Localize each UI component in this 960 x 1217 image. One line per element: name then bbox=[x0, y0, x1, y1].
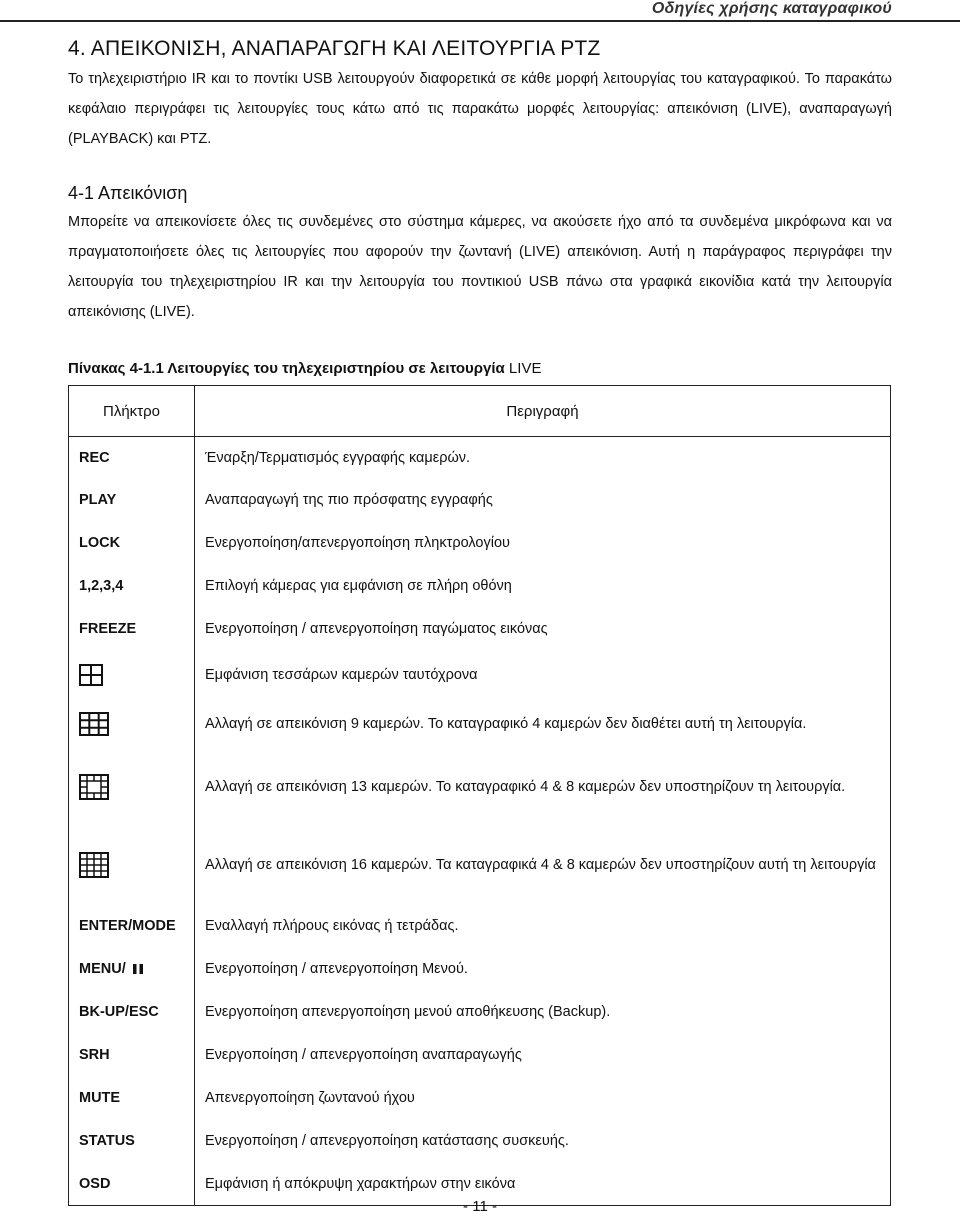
nine-grid-icon bbox=[79, 712, 109, 736]
key-cell: STATUS bbox=[69, 1120, 195, 1163]
key-cell: ENTER/MODE bbox=[69, 905, 195, 948]
description-cell: Αναπαραγωγή της πιο πρόσφατης εγγραφής bbox=[195, 479, 891, 522]
table-row bbox=[69, 651, 891, 699]
table-row bbox=[69, 991, 891, 1034]
table-row bbox=[69, 522, 891, 565]
description-cell: Επιλογή κάμερας για εμφάνιση σε πλήρη οθόνη bbox=[195, 565, 891, 608]
manual-title: Οδηγίες χρήσης καταγραφικού bbox=[651, 0, 892, 17]
table-row bbox=[69, 699, 891, 749]
page-number: - 11 - bbox=[463, 1198, 497, 1215]
header-rule bbox=[0, 20, 960, 22]
description-cell: Εμφάνιση ή απόκρυψη χαρακτήρων στην εικόνα bbox=[195, 1163, 891, 1206]
key-cell bbox=[69, 948, 195, 991]
table-caption-bold: Πίνακας 4-1.1 Λειτουργίες του τηλεχειριστηρίου σε λειτουργία bbox=[68, 360, 505, 377]
key-cell: FREEZE bbox=[69, 608, 195, 651]
description-cell: Απενεργοποίηση ζωντανού ήχου bbox=[195, 1077, 891, 1120]
key-label: MENU/ bbox=[79, 961, 126, 977]
section-text: Μπορείτε να απεικονίσετε όλες τις συνδεμένες στο σύστημα κάμερες, να ακούσετε ήχο από τα συνδεμένα μικρόφωνα και να πραγματοποιήσετε όλες τις λειτουργίες που αφορούν την ζωντανή (LIVE) απεικόνιση. Αυτή η παράγραφος περιγράφει την λειτουργία του τηλεχειριστηρίου IR και την λειτουργία του ποντικιού USB πάνω στα γραφικά εικονίδια κατά την λειτουργία απεικόνισης (LIVE). bbox=[68, 214, 892, 320]
description-cell: Ενεργοποίηση / απενεργοποίηση αναπαραγωγής bbox=[195, 1034, 891, 1077]
description-cell: Αλλαγή σε απεικόνιση 9 καμερών. Το καταγραφικό 4 καμερών δεν διαθέτει αυτή τη λειτουργία. bbox=[195, 699, 891, 749]
description-cell: Έναρξη/Τερματισμός εγγραφής καμερών. bbox=[195, 437, 891, 479]
table-row bbox=[69, 948, 891, 991]
description-cell: Ενεργοποίηση/απενεργοποίηση πληκτρολογίου bbox=[195, 522, 891, 565]
table-caption-rest: LIVE bbox=[504, 360, 542, 377]
key-cell bbox=[69, 825, 195, 905]
key-cell: SRH bbox=[69, 1034, 195, 1077]
table-row bbox=[69, 437, 891, 479]
section-title: 4-1 Απεικόνιση bbox=[68, 183, 188, 203]
quad-grid-icon bbox=[79, 664, 103, 686]
table-row bbox=[69, 749, 891, 825]
table-caption bbox=[68, 360, 541, 377]
table-row bbox=[69, 1034, 891, 1077]
description-cell: Ενεργοποίηση απενεργοποίηση μενού αποθήκευσης (Backup). bbox=[195, 991, 891, 1034]
column-header-key: Πλήκτρο bbox=[69, 386, 195, 437]
description-cell: Αλλαγή σε απεικόνιση 16 καμερών. Τα καταγραφικά 4 & 8 καμερών δεν υποστηρίζουν αυτή τη λειτουργία bbox=[195, 825, 891, 905]
key-cell: REC bbox=[69, 437, 195, 479]
key-cell: BK-UP/ESC bbox=[69, 991, 195, 1034]
key-cell bbox=[69, 749, 195, 825]
table-row bbox=[69, 565, 891, 608]
sixteen-grid-icon bbox=[79, 852, 109, 878]
pause-icon bbox=[132, 963, 144, 975]
description-cell: Εναλλαγή πλήρους εικόνας ή τετράδας. bbox=[195, 905, 891, 948]
thirteen-grid-icon bbox=[79, 774, 109, 800]
table-row bbox=[69, 905, 891, 948]
description-cell: Αλλαγή σε απεικόνιση 13 καμερών. Το καταγραφικό 4 & 8 καμερών δεν υποστηρίζουν τη λειτουργία. bbox=[195, 749, 891, 825]
table-row bbox=[69, 825, 891, 905]
description-cell: Ενεργοποίηση / απενεργοποίηση κατάστασης συσκευής. bbox=[195, 1120, 891, 1163]
key-cell: PLAY bbox=[69, 479, 195, 522]
column-header-description: Περιγραφή bbox=[195, 386, 891, 437]
table-row bbox=[69, 1120, 891, 1163]
key-cell: MUTE bbox=[69, 1077, 195, 1120]
key-cell bbox=[69, 699, 195, 749]
description-cell: Εμφάνιση τεσσάρων καμερών ταυτόχρονα bbox=[195, 651, 891, 699]
chapter-intro: Το τηλεχειριστήριο IR και το ποντίκι USB λειτουργούν διαφορετικά σε κάθε μορφή λειτουργίας του καταγραφικού. Το παρακάτω κεφάλαιο περιγράφει τις λειτουργίες τους κάτω από τις παρακάτω μορφές λειτουργίας: απεικόνιση (LIVE), αναπαραγωγή (PLAYBACK) και PTZ. bbox=[68, 71, 892, 147]
table-row bbox=[69, 1077, 891, 1120]
key-cell: 1,2,3,4 bbox=[69, 565, 195, 608]
key-cell: OSD bbox=[69, 1163, 195, 1206]
description-cell: Ενεργοποίηση / απενεργοποίηση Μενού. bbox=[195, 948, 891, 991]
description-cell: Ενεργοποίηση / απενεργοποίηση παγώματος εικόνας bbox=[195, 608, 891, 651]
key-cell bbox=[69, 651, 195, 699]
table-row bbox=[69, 479, 891, 522]
table-row bbox=[69, 608, 891, 651]
live-keys-table bbox=[68, 385, 891, 1206]
chapter-title: 4. ΑΠΕΙΚΟΝΙΣΗ, ΑΝΑΠΑΡΑΓΩΓΗ ΚΑΙ ΛΕΙΤΟΥΡΓΙΑ PTZ bbox=[68, 37, 601, 60]
key-cell: LOCK bbox=[69, 522, 195, 565]
